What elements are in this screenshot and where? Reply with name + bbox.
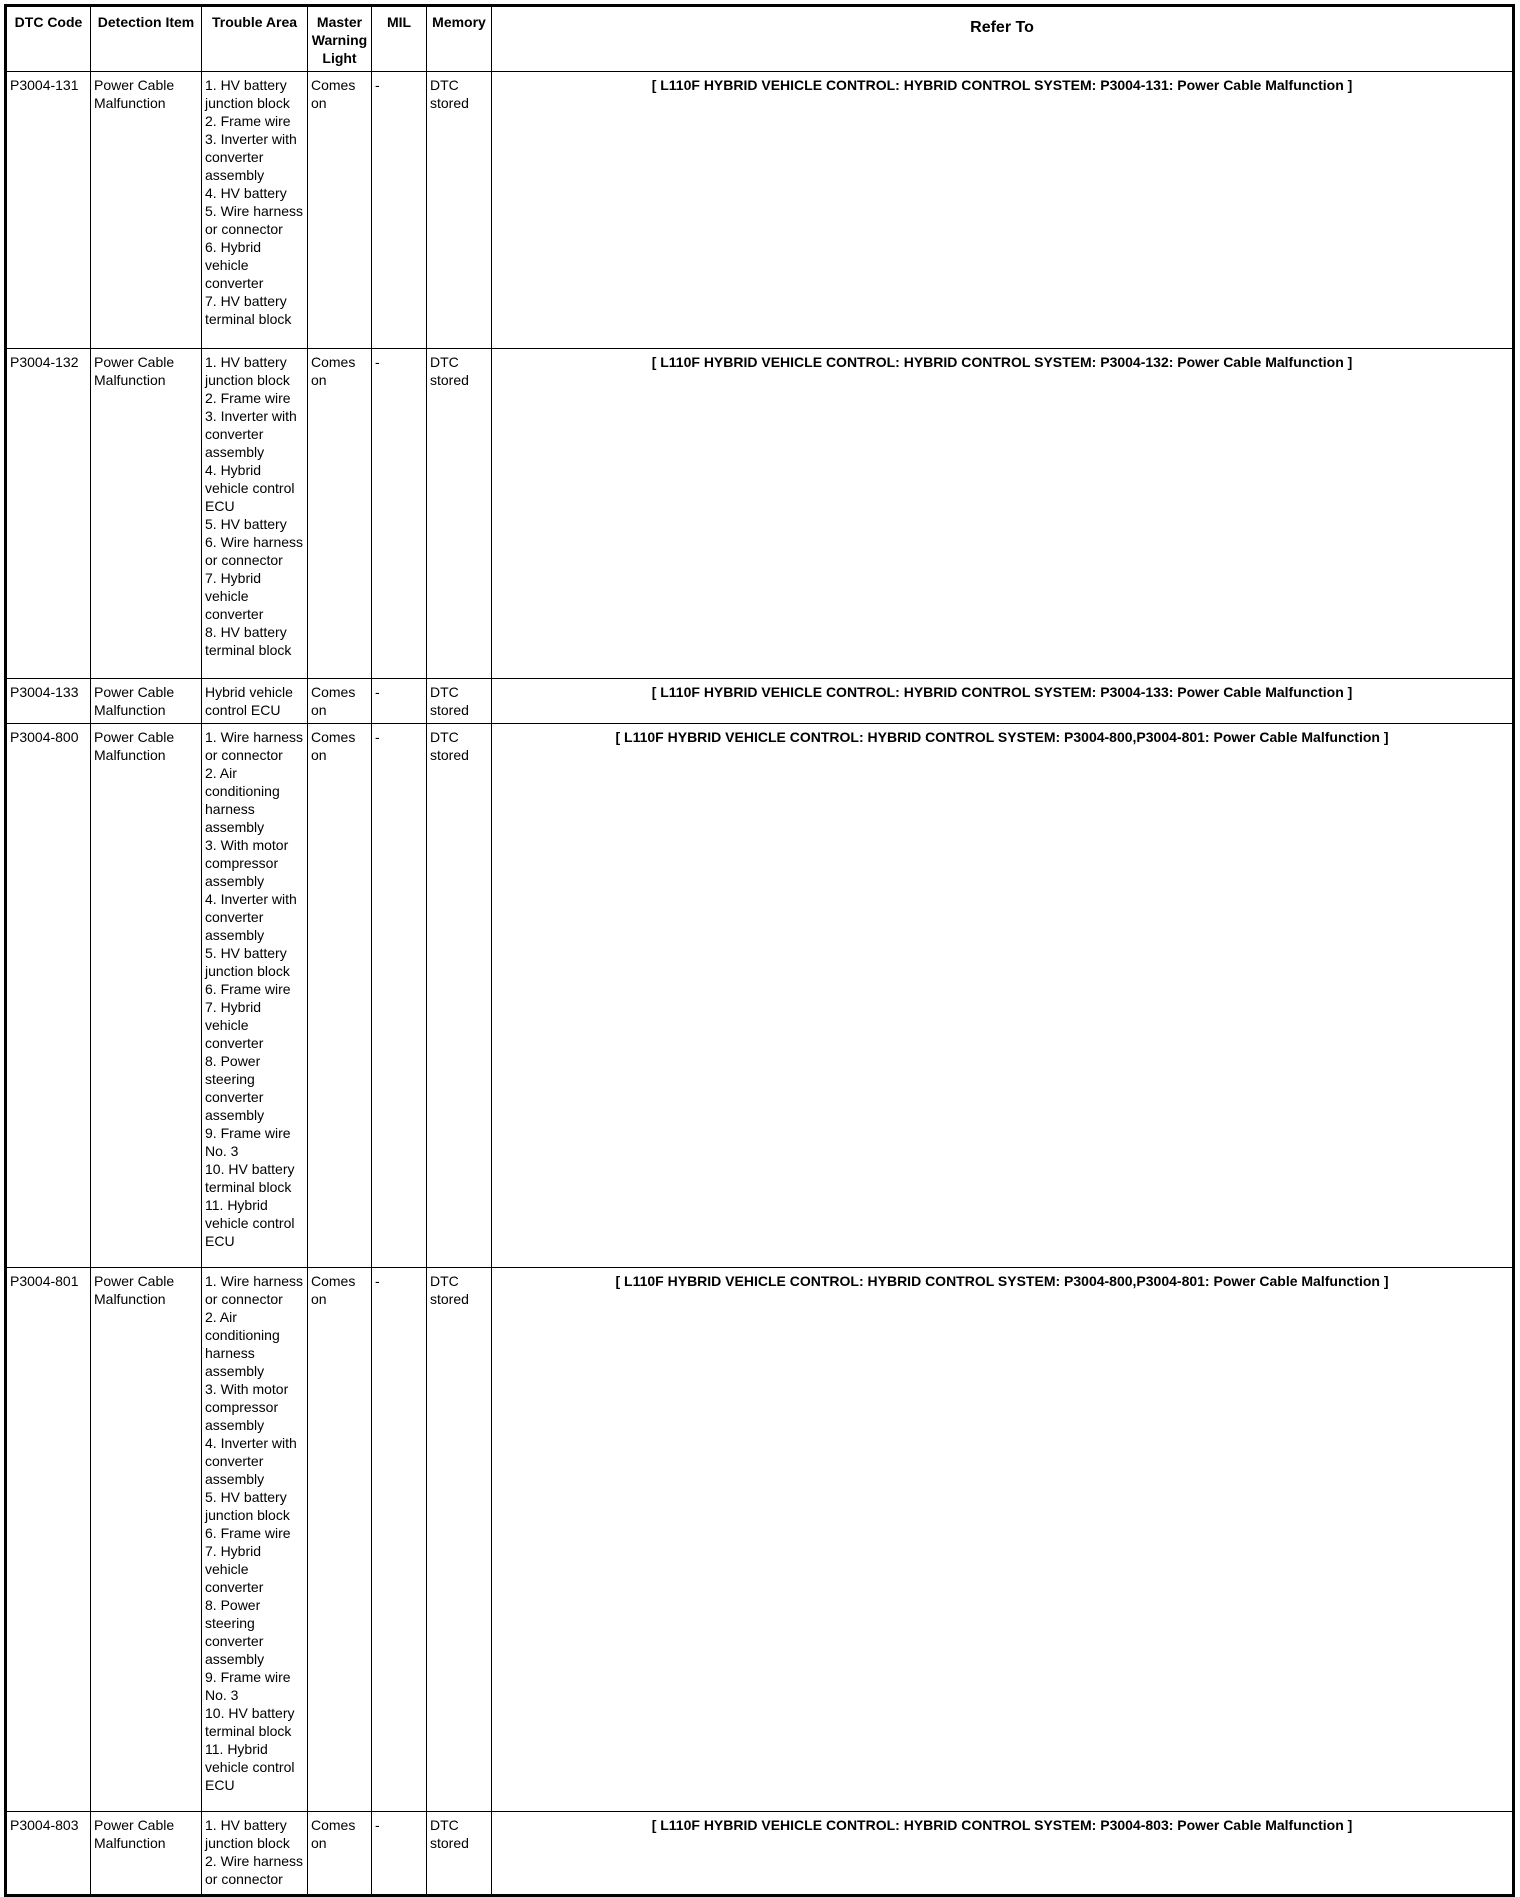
trouble-area-cell [202,724,308,1268]
trouble-area-item: 1. HV battery junction block [205,354,290,388]
trouble-area-item: 2. Air conditioning harness assembly [205,1309,280,1379]
trouble-area-item: 7. Hybrid vehicle converter [205,570,264,622]
trouble-area-item: 6. Frame wire [205,981,291,997]
trouble-area-item: 6. Wire harness or connector [205,534,304,568]
master-warning-light-cell: Comes on [308,1268,372,1812]
refer-to-link[interactable]: [ L110F HYBRID VEHICLE CONTROL: HYBRID CONTROL SYSTEM: P3004-800,P3004-801: Power Cable Malfunction ] [492,1268,1514,1812]
master-warning-light-cell: Comes on [308,72,372,349]
detection-item-cell: Power Cable Malfunction [91,1268,202,1812]
memory-cell: DTC stored [427,1812,492,1896]
mil-cell: - [372,72,427,349]
refer-to-link[interactable]: [ L110F HYBRID VEHICLE CONTROL: HYBRID CONTROL SYSTEM: P3004-131: Power Cable Malfunction ] [492,72,1514,349]
memory-cell: DTC stored [427,679,492,724]
table-row [6,349,1514,679]
trouble-area-item: 3. With motor compressor assembly [205,837,289,889]
trouble-area-item: 9. Frame wire No. 3 [205,1125,291,1159]
trouble-area-item: 5. HV battery junction block [205,1489,290,1523]
mil-cell: - [372,1812,427,1896]
trouble-area-item: 6. Frame wire [205,1525,291,1541]
refer-to-link[interactable]: [ L110F HYBRID VEHICLE CONTROL: HYBRID CONTROL SYSTEM: P3004-132: Power Cable Malfunction ] [492,349,1514,679]
trouble-area-item: 1. Wire harness or connector [205,1273,304,1307]
header-row [6,6,1514,72]
trouble-area-item: 2. Air conditioning harness assembly [205,765,280,835]
trouble-area-item: 4. Inverter with converter assembly [205,1435,297,1487]
memory-cell: DTC stored [427,1268,492,1812]
header-mil: MIL [372,6,427,72]
header-master-warning-light: Master Warning Light [308,6,372,72]
dtc-code-cell: P3004-801 [6,1268,91,1812]
memory-cell: DTC stored [427,724,492,1268]
dtc-code-cell: P3004-131 [6,72,91,349]
trouble-area-item: 2. Frame wire [205,113,291,129]
header-memory: Memory [427,6,492,72]
detection-item-cell: Power Cable Malfunction [91,679,202,724]
master-warning-light-cell: Comes on [308,679,372,724]
mil-cell: - [372,724,427,1268]
table-body [6,72,1514,1896]
header-refer-to: Refer To [492,6,1514,72]
header-trouble-area: Trouble Area [202,6,308,72]
mil-cell: - [372,679,427,724]
refer-to-link[interactable]: [ L110F HYBRID VEHICLE CONTROL: HYBRID CONTROL SYSTEM: P3004-800,P3004-801: Power Cable Malfunction ] [492,724,1514,1268]
detection-item-cell: Power Cable Malfunction [91,349,202,679]
trouble-area-item: 5. HV battery [205,516,287,532]
detection-item-cell: Power Cable Malfunction [91,724,202,1268]
dtc-code-cell: P3004-803 [6,1812,91,1896]
trouble-area-cell [202,349,308,679]
detection-item-cell: Power Cable Malfunction [91,72,202,349]
master-warning-light-cell: Comes on [308,1812,372,1896]
refer-to-link[interactable]: [ L110F HYBRID VEHICLE CONTROL: HYBRID CONTROL SYSTEM: P3004-803: Power Cable Malfunction ] [492,1812,1514,1896]
trouble-area-item: 2. Wire harness or connector [205,1853,304,1887]
trouble-area-item: 8. Power steering converter assembly [205,1597,265,1667]
trouble-area-item: 10. HV battery terminal block [205,1705,295,1739]
table-row [6,724,1514,1268]
dtc-code-cell: P3004-132 [6,349,91,679]
refer-to-link[interactable]: [ L110F HYBRID VEHICLE CONTROL: HYBRID CONTROL SYSTEM: P3004-133: Power Cable Malfunction ] [492,679,1514,724]
trouble-area-cell [202,72,308,349]
trouble-area-item: 3. Inverter with converter assembly [205,131,297,183]
trouble-area-cell [202,679,308,724]
header-dtc-code: DTC Code [6,6,91,72]
trouble-area-cell [202,1268,308,1812]
trouble-area-item: 11. Hybrid vehicle control ECU [205,1197,295,1249]
dtc-code-cell: P3004-133 [6,679,91,724]
trouble-area-item: 4. Inverter with converter assembly [205,891,297,943]
trouble-area-item: 10. HV battery terminal block [205,1161,295,1195]
dtc-code-cell: P3004-800 [6,724,91,1268]
trouble-area-item: 3. Inverter with converter assembly [205,408,297,460]
trouble-area-item: 2. Frame wire [205,390,291,406]
table-row [6,1268,1514,1812]
trouble-area-item: 7. HV battery terminal block [205,293,292,327]
trouble-area-item: 5. HV battery junction block [205,945,290,979]
memory-cell: DTC stored [427,349,492,679]
header-detection-item: Detection Item [91,6,202,72]
trouble-area-item: 8. Power steering converter assembly [205,1053,265,1123]
trouble-area-item: 5. Wire harness or connector [205,203,304,237]
trouble-area-item: 6. Hybrid vehicle converter [205,239,264,291]
dtc-table [4,4,1515,1897]
trouble-area-item: Hybrid vehicle control ECU [205,684,293,718]
trouble-area-item: 1. Wire harness or connector [205,729,304,763]
trouble-area-item: 1. HV battery junction block [205,1817,290,1851]
trouble-area-item: 9. Frame wire No. 3 [205,1669,291,1703]
detection-item-cell: Power Cable Malfunction [91,1812,202,1896]
master-warning-light-cell: Comes on [308,349,372,679]
table-row [6,679,1514,724]
table-row [6,1812,1514,1896]
trouble-area-item: 4. HV battery [205,185,287,201]
trouble-area-item: 3. With motor compressor assembly [205,1381,289,1433]
master-warning-light-cell: Comes on [308,724,372,1268]
trouble-area-cell [202,1812,308,1896]
trouble-area-item: 4. Hybrid vehicle control ECU [205,462,295,514]
trouble-area-item: 8. HV battery terminal block [205,624,292,658]
trouble-area-item: 7. Hybrid vehicle converter [205,999,264,1051]
table-row [6,72,1514,349]
trouble-area-item: 7. Hybrid vehicle converter [205,1543,264,1595]
mil-cell: - [372,349,427,679]
trouble-area-item: 1. HV battery junction block [205,77,290,111]
memory-cell: DTC stored [427,72,492,349]
trouble-area-item: 11. Hybrid vehicle control ECU [205,1741,295,1793]
mil-cell: - [372,1268,427,1812]
